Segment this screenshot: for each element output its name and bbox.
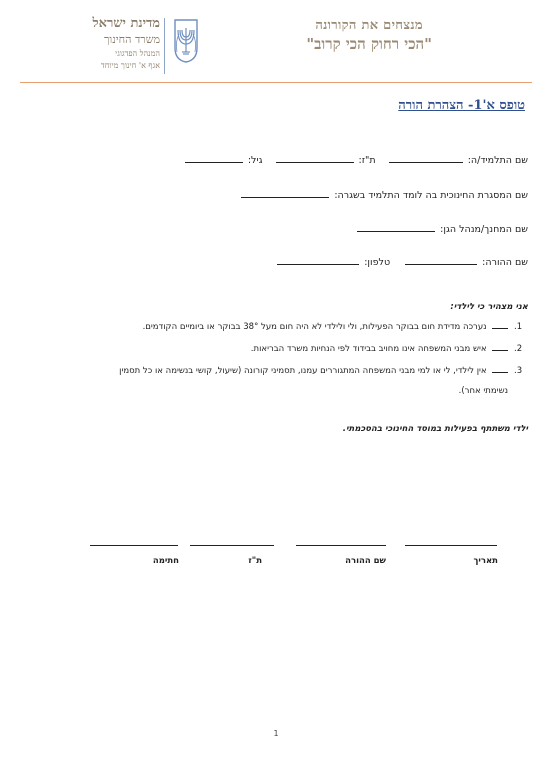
parent-name-label: שם ההורה	[345, 556, 386, 566]
student-name-label: שם התלמיד/ה:	[467, 155, 528, 166]
item-text: נערכה מדידת חום בבוקר הפעילות, ולי ולילדי לא היה חום מעל 38° בבוקר או ביומיים הקודמים.	[142, 322, 487, 332]
item-number: 1.	[514, 322, 523, 332]
institution-row	[239, 189, 528, 201]
parent-row	[275, 256, 528, 268]
item-text: איש מבני המשפחה אינו מחויב בבידוד לפי הנחיות משרד הבריאות.	[250, 344, 487, 354]
parent-field[interactable]	[405, 256, 477, 265]
consent-statement: ילדי משתתף בפעילות במוסד החינוכי בהסכמתי.	[342, 424, 528, 434]
item-number: 2.	[514, 344, 523, 354]
menorah-emblem-icon	[171, 18, 201, 64]
date-label: תאריך	[473, 556, 498, 566]
student-name-field[interactable]	[389, 154, 463, 163]
teacher-row	[355, 223, 528, 235]
parent-label: שם ההורה:	[482, 257, 528, 268]
item-number: 3.	[514, 366, 523, 376]
item-3-checkbox-line[interactable]	[492, 364, 508, 373]
declaration-item-2	[251, 342, 528, 354]
phone-field[interactable]	[277, 256, 359, 265]
header-divider	[164, 18, 165, 74]
item-text-continuation: נשימתי אחר).	[458, 386, 508, 396]
declaration-item-1	[143, 320, 528, 332]
teacher-label: שם המחנך/מנהל הגן:	[440, 224, 528, 235]
student-row	[183, 154, 528, 166]
id-number-label: ת"ז	[248, 556, 262, 566]
item-text: אין לילדי, לי או למי מבני המשפחה המתגוררים עמנו, תסמיני קורונה (שיעול, קושי בנשימה או כל תסמין	[119, 366, 487, 376]
ministry-block	[74, 15, 160, 70]
phone-label: טלפון:	[364, 257, 391, 268]
page-number: 1	[273, 729, 279, 738]
declaration-heading: אני מצהיר כי לילדי:	[450, 302, 528, 312]
org-line-2: משרד החינוך	[103, 33, 160, 46]
slogan-block	[306, 17, 432, 54]
org-line-1: מדינת ישראל	[92, 16, 160, 31]
institution-field[interactable]	[241, 189, 329, 198]
signature-line[interactable]	[90, 545, 178, 546]
signature-label: חתימה	[152, 556, 179, 566]
header-rule	[20, 82, 532, 83]
declaration-item-3	[119, 364, 528, 376]
date-line[interactable]	[405, 545, 497, 546]
institution-label: שם המסגרת החינוכית בה לומד התלמיד בשגרה:	[334, 190, 528, 201]
id-label: ת"ז:	[358, 155, 376, 166]
item-2-checkbox-line[interactable]	[492, 342, 508, 351]
age-field[interactable]	[185, 154, 243, 163]
age-label: גיל:	[247, 155, 263, 166]
item-1-checkbox-line[interactable]	[492, 320, 508, 329]
slogan-line-2: "הכי רחוק הכי קרוב"	[306, 35, 432, 53]
teacher-field[interactable]	[357, 223, 435, 232]
id-number-line[interactable]	[190, 545, 274, 546]
org-line-4: אגף א' חינוך מיוחד	[100, 61, 160, 70]
declaration-item-3-continuation	[459, 386, 508, 396]
parent-name-line[interactable]	[296, 545, 386, 546]
org-line-3: המנהל הפדגוגי	[115, 49, 160, 58]
slogan-line-1: מנצחים את הקורונה	[315, 18, 423, 33]
form-title: טופס א'1- הצהרת הורה	[398, 98, 525, 113]
id-field[interactable]	[276, 154, 354, 163]
